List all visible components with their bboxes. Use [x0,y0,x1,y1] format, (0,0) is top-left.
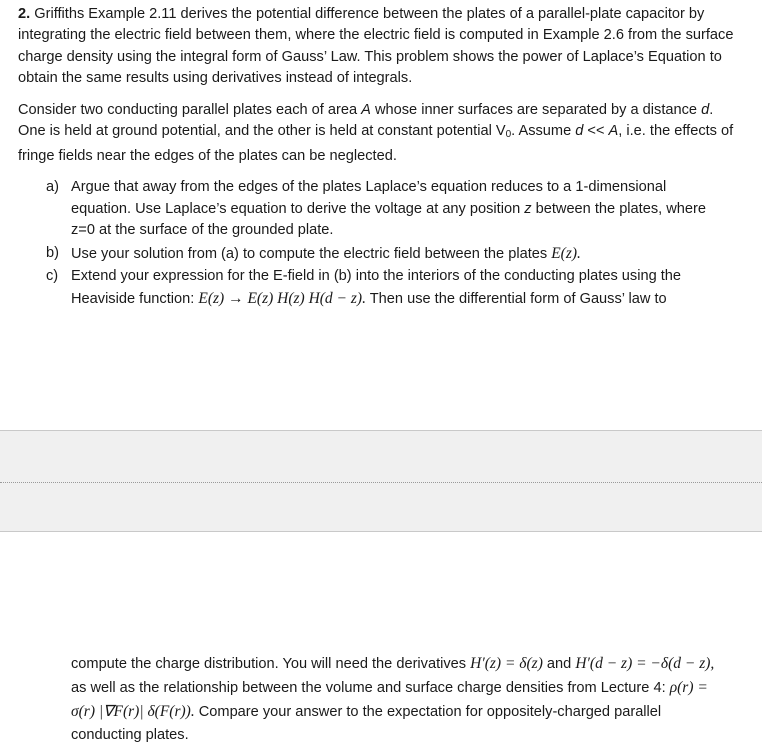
item-label: a) [46,179,59,195]
consider-text: << [583,123,609,140]
continuation-paragraph [71,652,731,747]
var-A: A [361,102,371,118]
item-text [71,177,726,242]
item-a-text: between the plates, where z=0 at the surface of the grounded plate. [71,200,706,239]
item-c-text: Then use the differential form of Gauss’ law to [365,290,667,307]
item-text [71,243,726,266]
item-a-text: Argue that away from the edges of the plates Laplace’s equation reduces to a 1-dimensional equation. Use Laplace’s equation to derive the voltage at any position [71,179,667,217]
consider-paragraph [18,100,738,167]
item-b-text: Use your solution from (a) to compute the electric field between the plates [71,246,552,262]
item-text [71,266,726,310]
consider-text: . One is held at ground potential, and the other is held at constant potential V [18,102,714,140]
var-z: z [524,200,532,217]
consider-text: whose inner surfaces are separated by a distance [370,102,702,118]
consider-text: Consider two conducting parallel plates each of area [18,102,362,118]
continuation-text: as well as the relationship between the volume and surface charge densities from Lecture 4: [71,680,670,696]
list-item-a [46,177,726,242]
math-derivative-2: H′(d − z) = −δ(d − z), [575,655,715,672]
math-heaviside: E(z) → E(z) H(z) H(d − z). [198,289,366,307]
list-item-b [46,243,726,266]
item-c-text: Extend your expression for the E-field in (b) into the interiors of the conducting plates using the Heaviside function: [71,268,682,307]
consider-text: . Assume [511,123,576,140]
page-break [0,430,762,532]
continuation-text: Compare your answer to the expectation for oppositely-charged parallel conducting plates. [71,704,662,743]
item-label: c) [46,268,59,284]
problem-number: 2. [18,6,31,22]
var-d: d [701,102,710,118]
continuation-text: and [542,656,576,672]
item-label: b) [46,245,59,261]
var-d: d [575,123,584,140]
math-derivative-1: H′(z) = δ(z) [470,655,543,672]
math-charge-density: ρ(r) = σ(r) |∇F(r)| δ(F(r)). [71,679,708,720]
continuation-text: compute the charge distribution. You will need the derivatives [71,656,471,672]
subscript-zero: 0 [505,129,512,141]
consider-text: , i.e. the effects of fringe fields near the edges of the plates can be neglected. [18,123,734,164]
intro-text: Griffiths Example 2.11 derives the potential difference between the plates of a parallel-plate capacitor by integrating the electric field between them, where the electric field is computed in Example 2.6 from the surface charge density using the integral form of Gauss’ Law. This problem shows the power of Laplace’s Equation to obtain the same results using derivatives instead of integrals. [18,6,734,86]
problem-intro [18,4,738,89]
math-efield: E(z). [551,245,581,262]
var-A: A [608,123,619,140]
page-break-divider [0,482,762,483]
list-item-c [46,266,726,310]
